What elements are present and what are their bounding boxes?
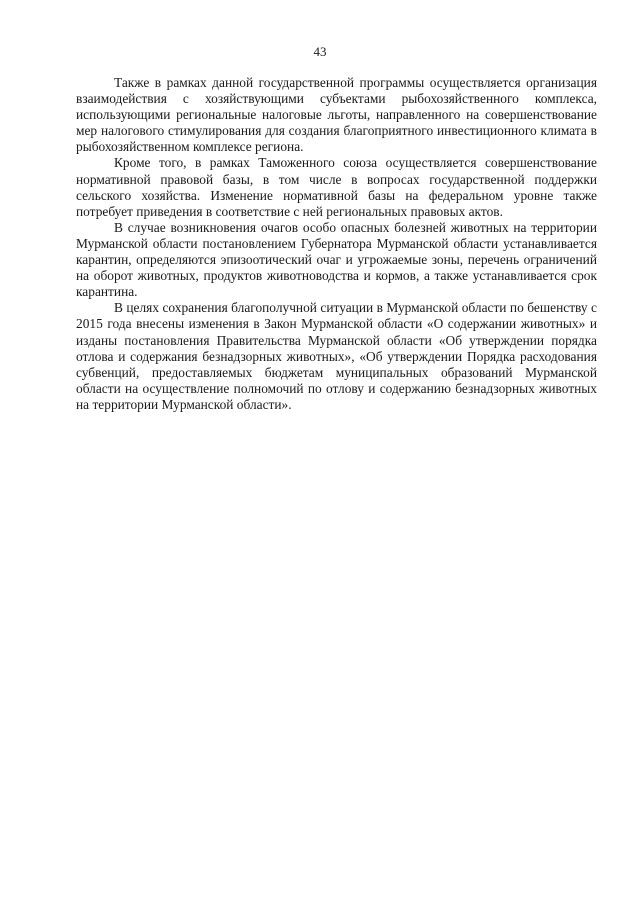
paragraph-rabies: В целях сохранения благополучной ситуации в Мурманской области по бешенству с 2015 года внесены изменения в Закон Мурманской области «О содержании животных» и изданы постановления Правительства Мурманской области «Об утверждении порядка отлова и содержания безнадзорных животных», «Об утверждении Порядка расходования субвенций, предоставляемых бюджетам муниципальных образований Мурманской области на осуществление полномочий по отлову и содержанию безнадзорных животных на территории Мурманской области». <box>76 300 597 412</box>
paragraph-tax-incentives: Также в рамках данной государственной программы осуществляется организация взаимодействия с хозяйствующими субъектами рыбохозяйственного комплекса, использующими региональные налоговые льготы, направленного на совершенствование мер налогового стимулирования для создания благоприятного инвестиционного климата в рыбохозяйственном комплексе региона. <box>76 75 597 155</box>
document-body <box>76 75 597 413</box>
page-number: 43 <box>313 44 327 59</box>
paragraph-customs-union: Кроме того, в рамках Таможенного союза осуществляется совершенствование нормативной правовой базы, в том числе в вопросах государственной поддержки сельского хозяйства. Изменение нормативной базы на федеральном уровне также потребует приведения в соответствие с ней региональных правовых актов. <box>76 155 597 219</box>
paragraph-quarantine: В случае возникновения очагов особо опасных болезней животных на территории Мурманской области постановлением Губернатора Мурманской области устанавливается карантин, определяются эпизоотический очаг и угрожаемые зоны, перечень ограничений на оборот животных, продуктов животноводства и кормов, а также устанавливается срок карантина. <box>76 219 597 300</box>
